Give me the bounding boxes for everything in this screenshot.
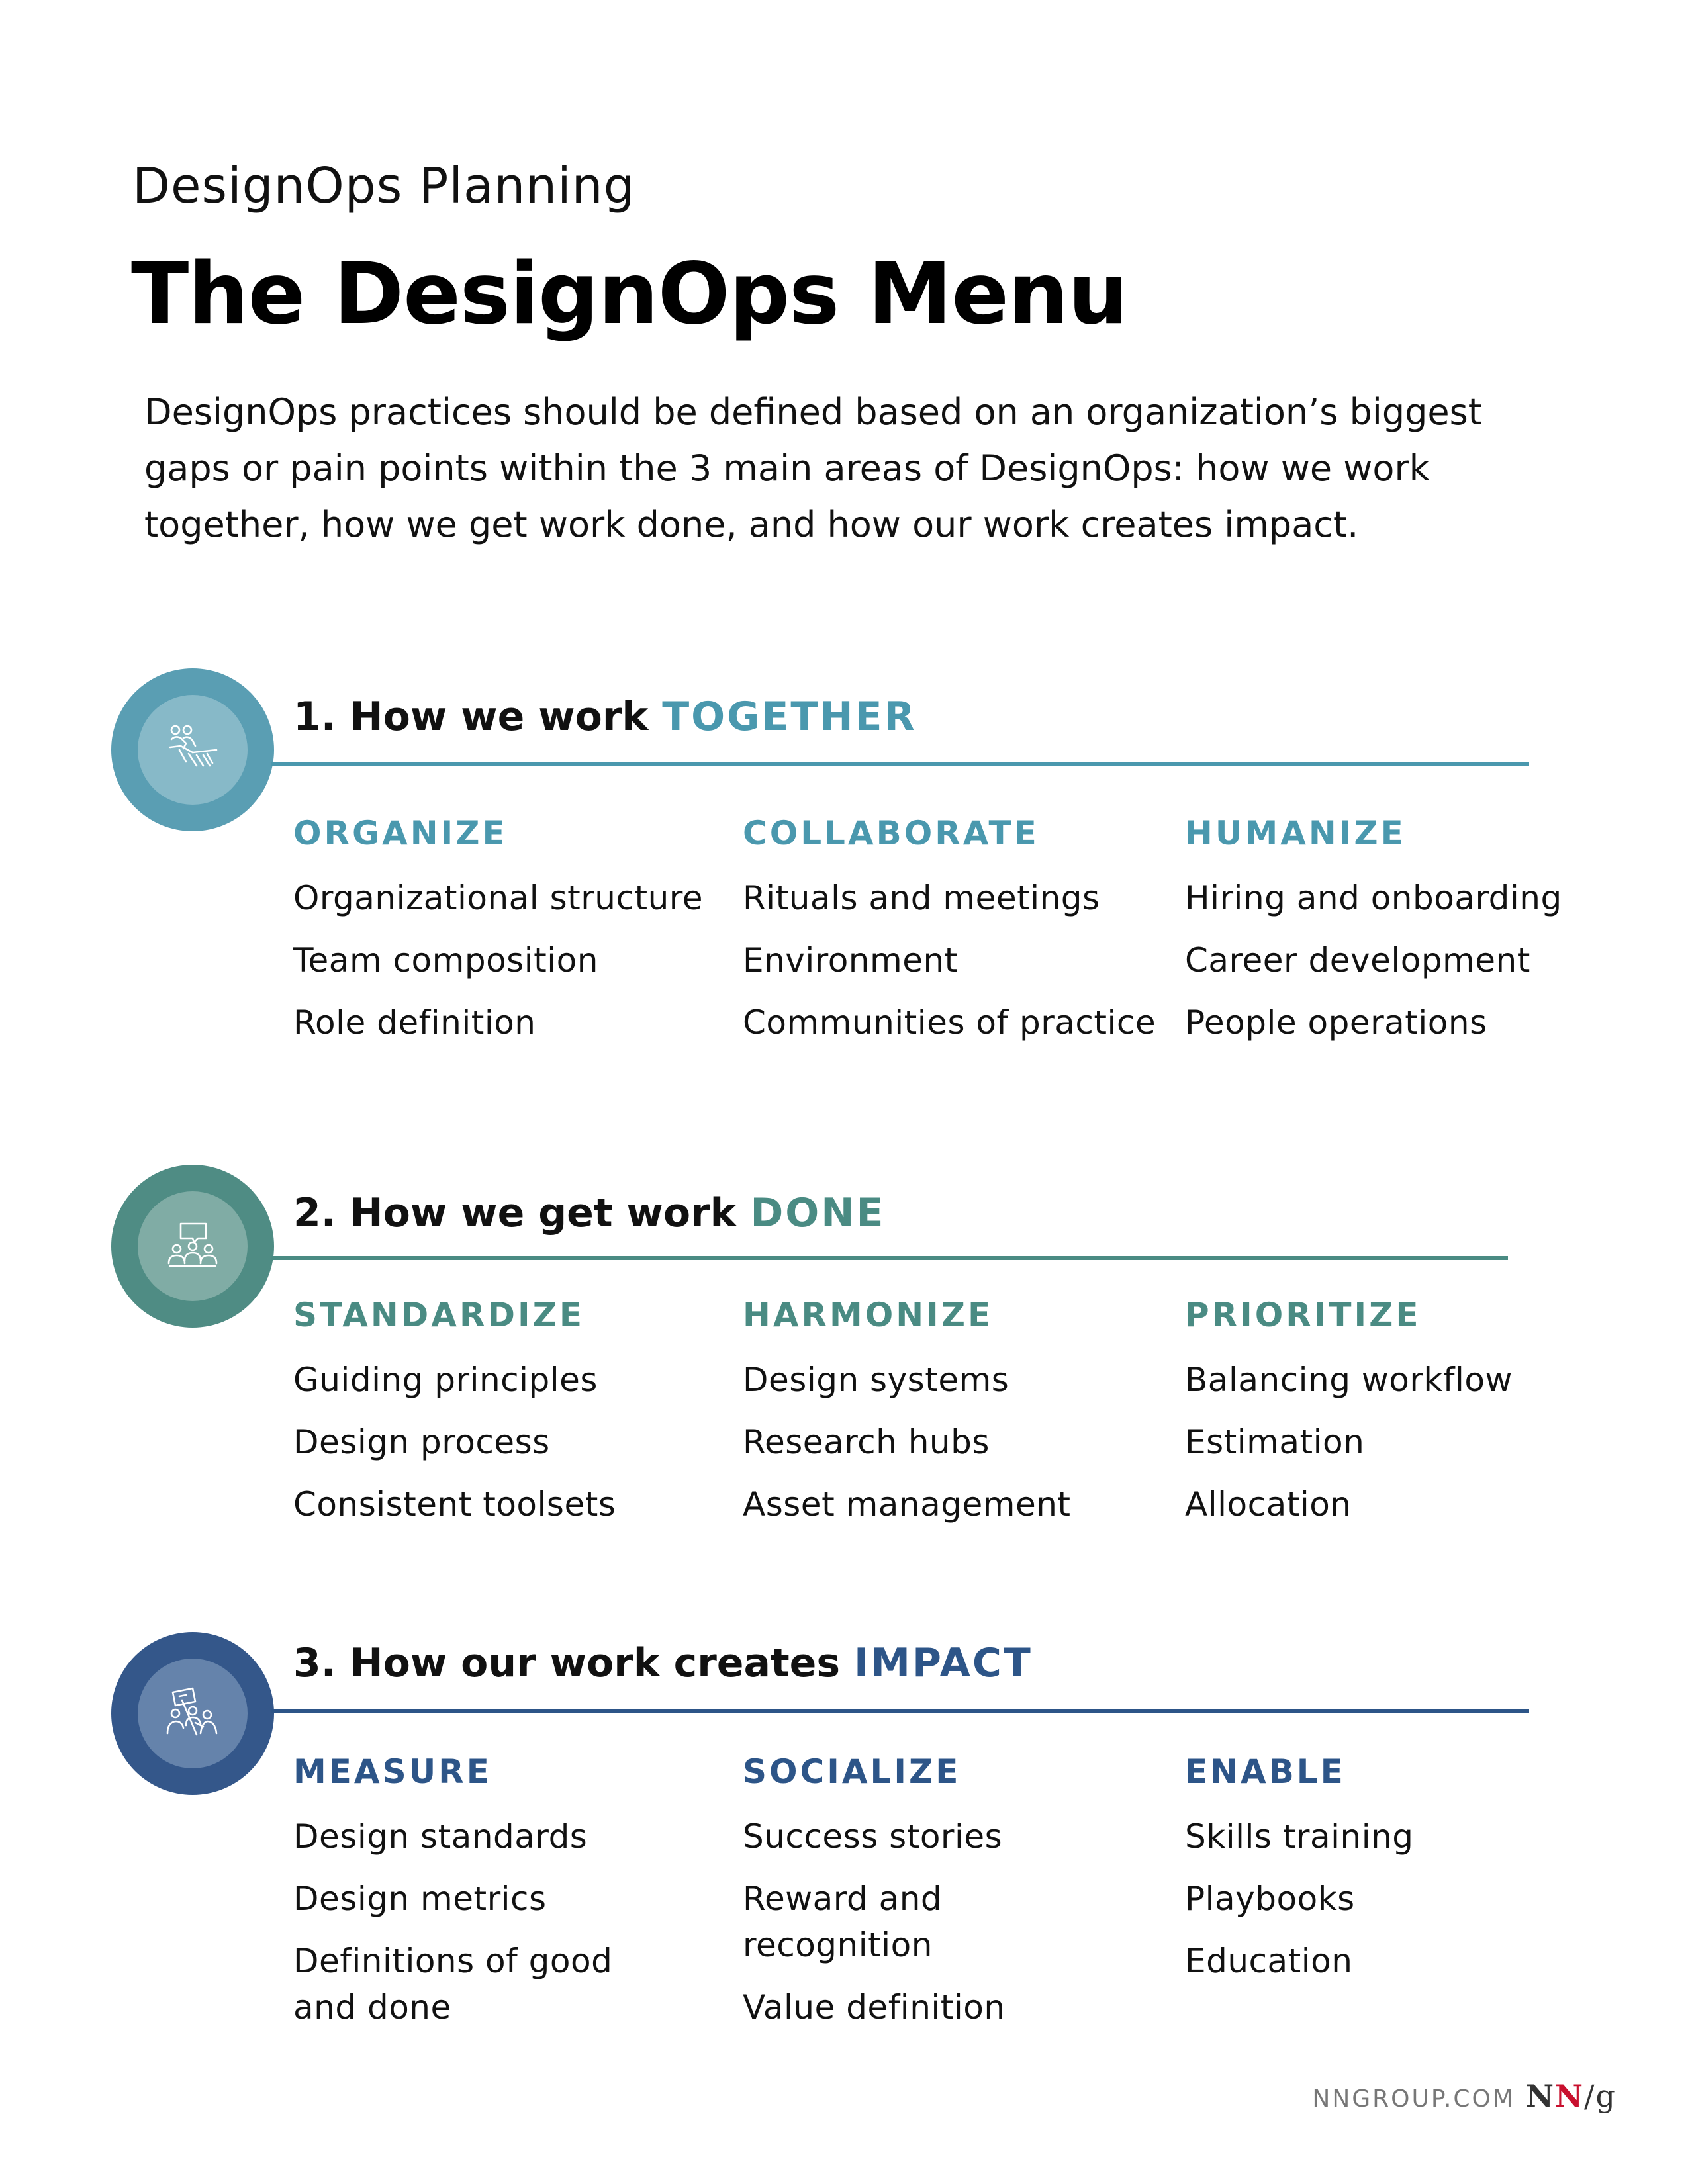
section-divider bbox=[271, 1256, 1508, 1260]
column-title: ORGANIZE bbox=[293, 814, 508, 852]
list-item: Design systems bbox=[743, 1361, 1009, 1399]
list-item: Hiring and onboarding bbox=[1185, 879, 1562, 917]
section-heading-accent: DONE bbox=[750, 1190, 886, 1236]
column-title: STANDARDIZE bbox=[293, 1296, 585, 1334]
column-title: HUMANIZE bbox=[1185, 814, 1406, 852]
list-item: Balancing workflow bbox=[1185, 1361, 1513, 1399]
column-organize bbox=[293, 814, 717, 1046]
list-item: Allocation bbox=[1185, 1485, 1352, 1524]
section-badge bbox=[111, 1632, 274, 1795]
list-item: Research hubs bbox=[743, 1423, 990, 1461]
list-item: Value definition bbox=[743, 1988, 1006, 2026]
list-item: Design standards bbox=[293, 1817, 588, 1856]
column-enable bbox=[1185, 1752, 1609, 1984]
column-standardize bbox=[293, 1296, 717, 1527]
column-title: PRIORITIZE bbox=[1185, 1296, 1421, 1334]
list-item: Guiding principles bbox=[293, 1361, 598, 1399]
intro-line: DesignOps practices should be defined based on an organization’s biggest bbox=[144, 391, 1482, 433]
list-item: Role definition bbox=[293, 1003, 536, 1042]
page-title: The DesignOps Menu bbox=[131, 245, 1128, 343]
intro-line: together, how we get work done, and how our work creates impact. bbox=[144, 504, 1359, 545]
column-title: ENABLE bbox=[1185, 1752, 1346, 1791]
list-item: Estimation bbox=[1185, 1423, 1365, 1461]
list-item: Playbooks bbox=[1185, 1880, 1355, 1918]
list-item: Design metrics bbox=[293, 1880, 547, 1918]
column-title: COLLABORATE bbox=[743, 814, 1039, 852]
list-item: Design process bbox=[293, 1423, 550, 1461]
column-measure bbox=[293, 1752, 664, 2030]
list-item: Definitions of good and done bbox=[293, 1942, 613, 2026]
section-divider bbox=[271, 1709, 1529, 1713]
list-item: Environment bbox=[743, 941, 958, 979]
list-item: People operations bbox=[1185, 1003, 1487, 1042]
column-title: SOCIALIZE bbox=[743, 1752, 961, 1791]
section-badge bbox=[111, 668, 274, 831]
list-item: Skills training bbox=[1185, 1817, 1414, 1856]
section-badge bbox=[111, 1165, 274, 1328]
section-heading: 3. How our work creates IMPACT bbox=[293, 1640, 1033, 1686]
column-collaborate bbox=[743, 814, 1166, 1046]
list-item: Team composition bbox=[293, 941, 598, 979]
list-item: Asset management bbox=[743, 1485, 1071, 1524]
team-flag-icon bbox=[166, 1687, 219, 1740]
section-divider bbox=[271, 762, 1529, 766]
footer bbox=[1312, 2078, 1617, 2114]
list-item: Success stories bbox=[743, 1817, 1003, 1856]
section-heading: 1. How we work TOGETHER bbox=[293, 694, 917, 740]
footer-site: NNGROUP.COM bbox=[1312, 2085, 1515, 2113]
list-item: Communities of practice bbox=[743, 1003, 1156, 1042]
intro-paragraph bbox=[144, 384, 1534, 553]
section-heading-accent: IMPACT bbox=[853, 1640, 1033, 1686]
tug-of-war-icon bbox=[166, 723, 219, 776]
list-item: Organizational structure bbox=[293, 879, 703, 917]
column-socialize bbox=[743, 1752, 1034, 2030]
list-item: Reward and recognition bbox=[743, 1880, 943, 1964]
column-harmonize bbox=[743, 1296, 1166, 1527]
list-item: Education bbox=[1185, 1942, 1353, 1980]
column-title: HARMONIZE bbox=[743, 1296, 994, 1334]
team-meeting-icon bbox=[166, 1220, 219, 1273]
intro-line: gaps or pain points within the 3 main areas of DesignOps: how we work bbox=[144, 447, 1430, 489]
list-item: Career development bbox=[1185, 941, 1530, 979]
list-item: Rituals and meetings bbox=[743, 879, 1100, 917]
column-humanize bbox=[1185, 814, 1609, 1046]
page-subtitle: DesignOps Planning bbox=[132, 158, 635, 214]
nng-logo: NN/g bbox=[1525, 2078, 1617, 2114]
section-heading-accent: TOGETHER bbox=[662, 694, 917, 740]
column-prioritize bbox=[1185, 1296, 1609, 1527]
column-title: MEASURE bbox=[293, 1752, 492, 1791]
list-item: Consistent toolsets bbox=[293, 1485, 616, 1524]
section-heading: 2. How we get work DONE bbox=[293, 1190, 886, 1236]
